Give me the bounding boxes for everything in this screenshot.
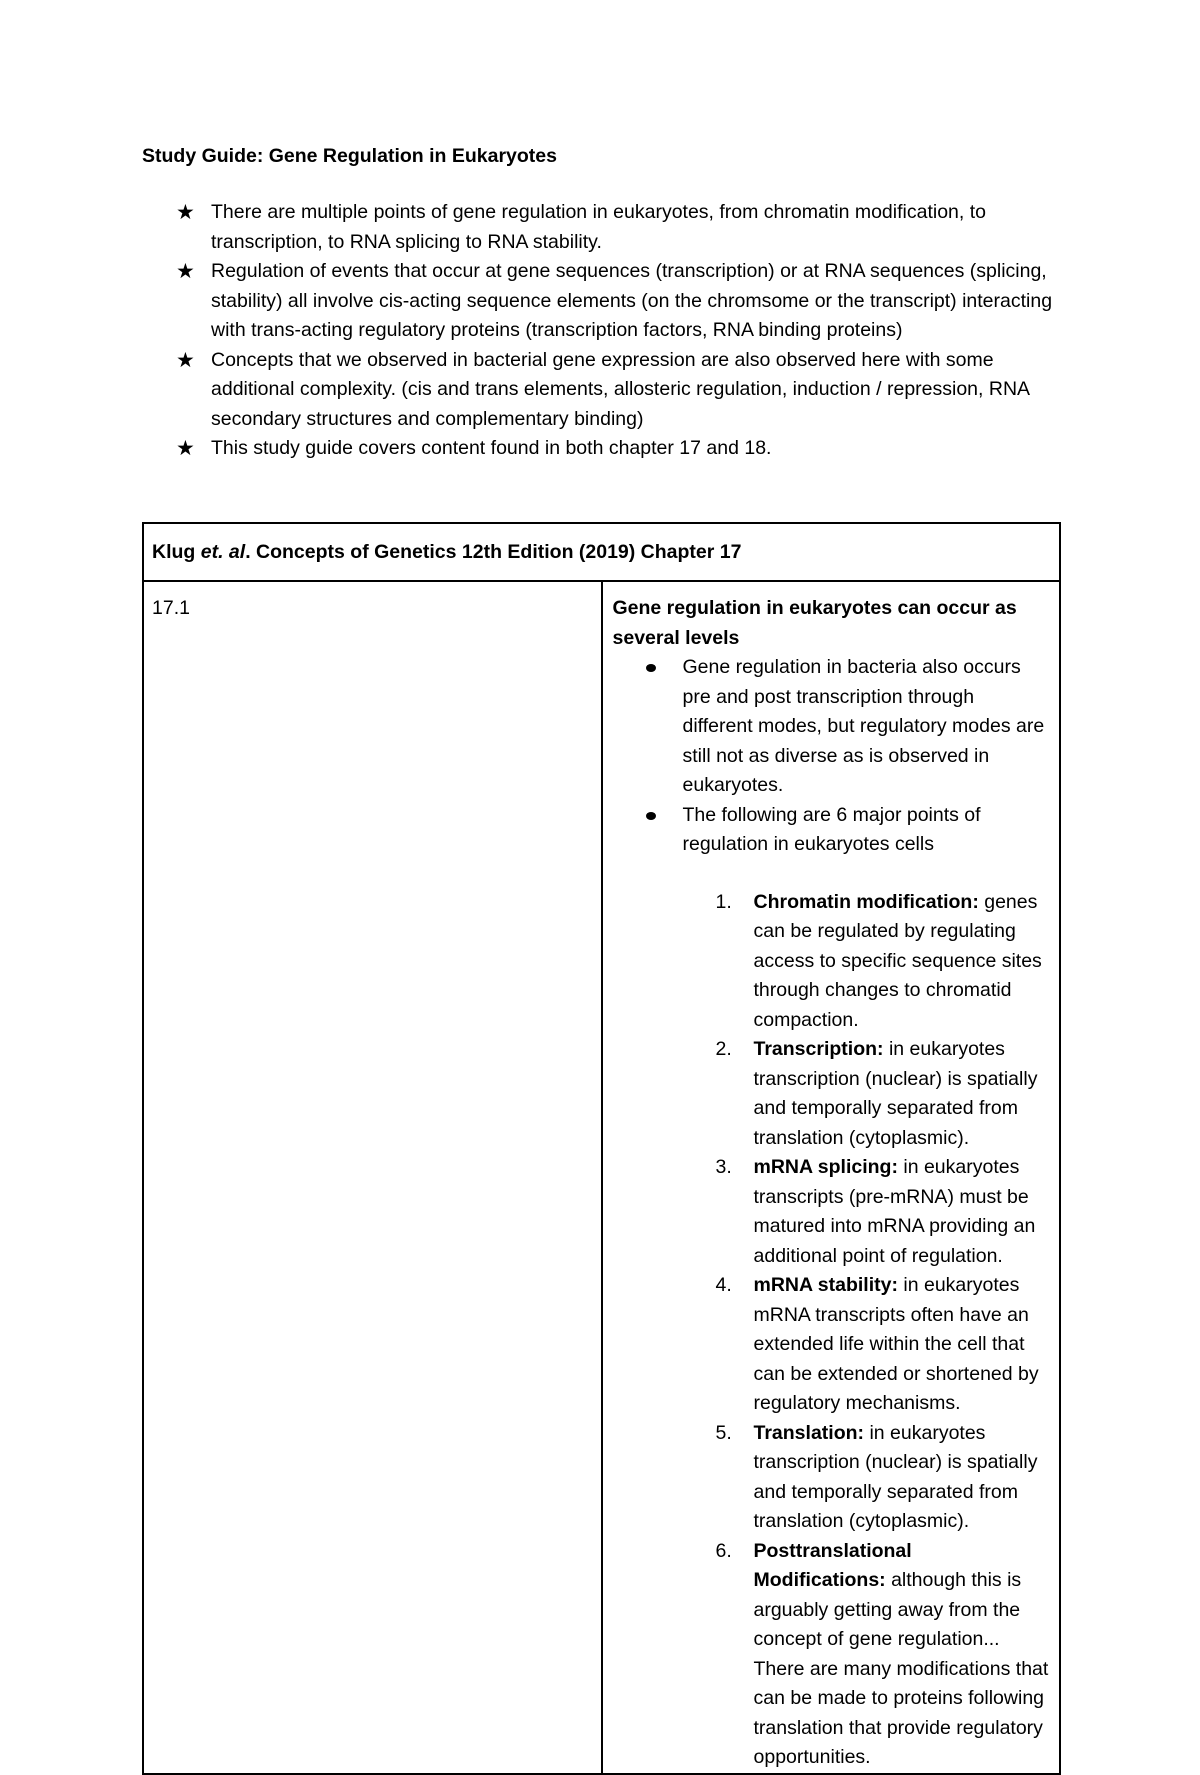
point-term: mRNA stability: <box>753 1274 898 1296</box>
star-bullet-icon: ★ <box>176 201 195 224</box>
point-term: mRNA splicing: <box>753 1156 898 1178</box>
section-heading: Gene regulation in eukaryotes can occur as several levels <box>612 597 1017 649</box>
point-text: in eukaryotes mRNA transcripts often have an extended life within the cell that can be extended or shortened by regulatory mechanisms. <box>753 1274 1039 1414</box>
point-number: 6. <box>715 1539 732 1562</box>
overview-text: This study guide covers content found in both chapter 17 and 18. <box>211 437 772 459</box>
regulation-point <box>715 1271 1050 1419</box>
table-header-cell <box>143 523 1060 581</box>
overview-item <box>176 434 1066 464</box>
overview-item <box>176 346 1066 435</box>
section-body <box>602 581 1061 1774</box>
header-prefix: Klug <box>152 541 201 563</box>
overview-text: Concepts that we observed in bacterial gene expression are also observed here with some additional complexity. (cis and trans elements, allosteric regulation, induction / repression, RNA secondary structures and complementary binding) <box>211 348 1029 430</box>
point-number: 2. <box>715 1038 732 1060</box>
point-term: Transcription: <box>753 1038 884 1060</box>
overview-item <box>176 257 1066 346</box>
regulation-point <box>715 1419 1050 1537</box>
regulation-point <box>715 1035 1050 1153</box>
bullet-list <box>613 653 1050 860</box>
overview-text: Regulation of events that occur at gene sequences (transcription) or at RNA sequences (splicing, stability) all involve cis-acting sequence elements (on the chromsome or the transcript) interacting with trans-acting regulatory proteins (transcription factors, RNA binding proteins) <box>211 260 1053 341</box>
bullet-item <box>683 801 1050 860</box>
bullet-item <box>683 653 1050 801</box>
point-number: 1. <box>715 890 732 913</box>
star-bullet-icon: ★ <box>176 437 195 460</box>
regulation-points-list <box>613 888 1050 1773</box>
overview-item <box>176 198 1066 257</box>
header-italic: et. al <box>200 541 246 563</box>
star-bullet-icon: ★ <box>176 260 195 283</box>
overview-text: There are multiple points of gene regulation in eukaryotes, from chromatin modification, to transcription, to RNA splicing to RNA stability. <box>211 201 986 253</box>
point-text: in eukaryotes transcription (nuclear) is spatially and temporally separated from translation (cytoplasmic). <box>753 1038 1038 1149</box>
point-number: 3. <box>715 1156 732 1178</box>
chapter-table <box>142 522 1061 1775</box>
bullet-text: Gene regulation in bacteria also occurs pre and post transcription through different modes, but regulatory modes are still not as diverse as is observed in eukaryotes. <box>682 656 1045 796</box>
point-number: 4. <box>715 1274 732 1296</box>
table-header-row <box>143 523 1060 581</box>
regulation-point <box>715 888 1050 1036</box>
regulation-point <box>715 1537 1050 1773</box>
table-row <box>143 581 1060 1774</box>
bullet-dot-icon <box>646 664 656 672</box>
section-number: 17.1 <box>143 581 602 1774</box>
header-suffix: . Concepts of Genetics 12th Edition (2019) Chapter 17 <box>245 541 742 563</box>
point-text: in eukaryotes transcription (nuclear) is spatially and temporally separated from translation (cytoplasmic). <box>753 1421 1038 1532</box>
point-text: in eukaryotes transcripts (pre-mRNA) must be matured into mRNA providing an additional point of regulation. <box>753 1156 1036 1267</box>
star-bullet-icon: ★ <box>176 348 195 372</box>
bullet-text: The following are 6 major points of regulation in eukaryotes cells <box>682 803 981 855</box>
page-title: Study Guide: Gene Regulation in Eukaryotes <box>142 145 557 167</box>
overview-list <box>176 198 1066 464</box>
bullet-dot-icon <box>646 812 656 820</box>
point-term: Posttranslational Modifications: <box>753 1539 912 1591</box>
point-number: 5. <box>715 1421 732 1444</box>
point-term: Chromatin modification: <box>753 890 979 913</box>
point-text: although this is arguably getting away from the concept of gene regulation... There are many modifications that can be made to proteins following translation that provide regulatory opportunities. <box>753 1569 1049 1768</box>
regulation-point <box>715 1153 1050 1271</box>
point-term: Translation: <box>753 1421 865 1444</box>
point-text: genes can be regulated by regulating access to specific sequence sites through changes to chromatid compaction. <box>753 890 1042 1031</box>
